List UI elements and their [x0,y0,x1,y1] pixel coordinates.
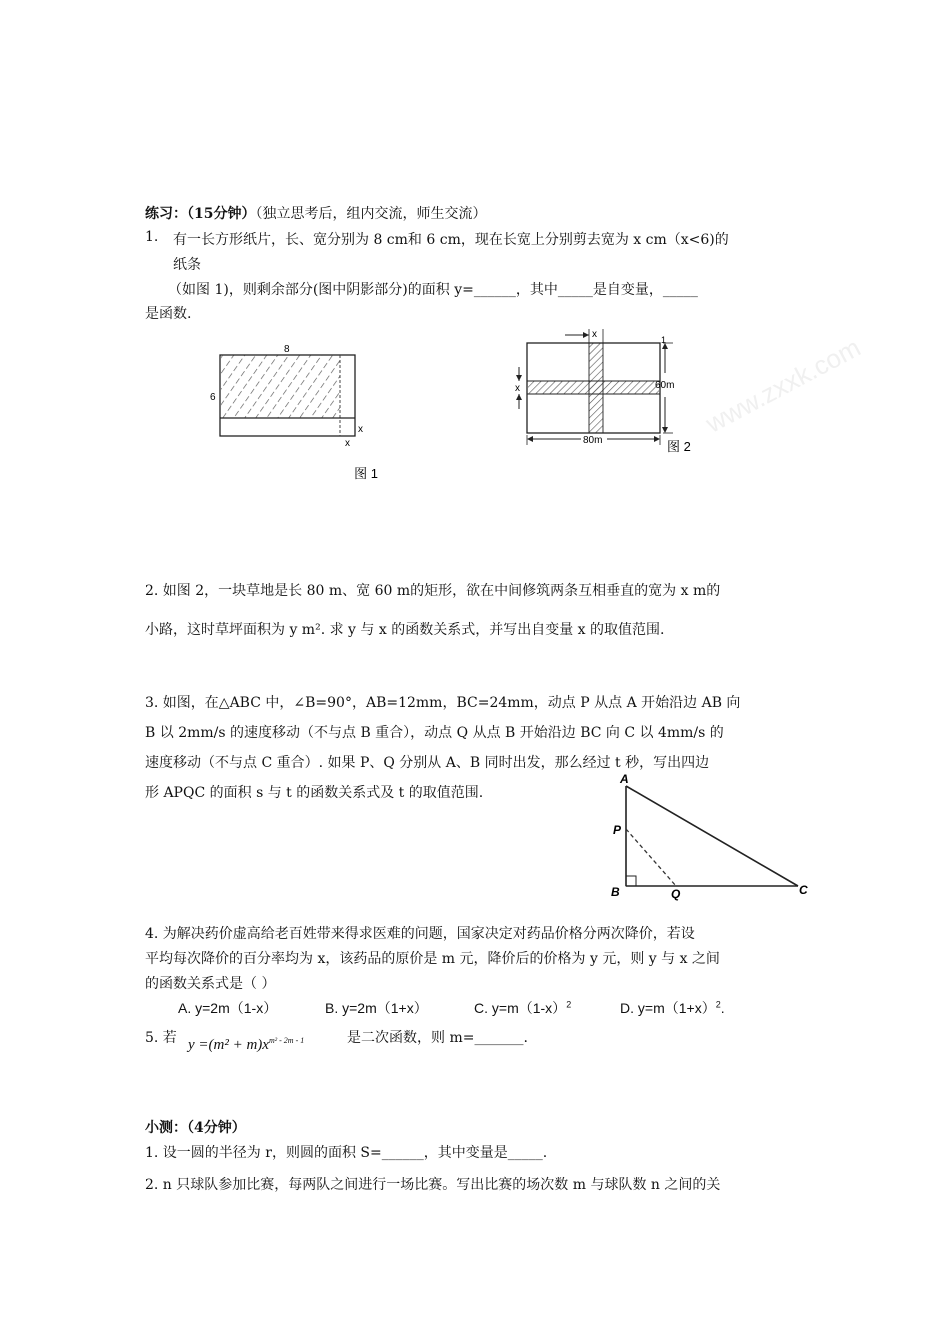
vertex-b-label: B [611,885,620,899]
practice-heading: 练习：（15分钟） [145,206,256,222]
q1-number: 1. [145,229,159,245]
q3-line1: 3. 如图，在△ABC 中，∠B=90°，AB=12mm，BC=24mm，动点 P 从点 A 开始沿边 AB 向 [145,695,741,711]
fig2-mark: 1 [661,335,667,345]
q1-line2: 纸条 [173,257,201,273]
fig1-caption: 图 1 [354,466,378,481]
fig1-side-label: 6 [210,392,216,403]
horizontal-path [528,381,659,394]
quiz-q2: 2. n 只球队参加比赛，每两队之间进行一场比赛。写出比赛的场次数 m 与球队数 n 之间的关 [145,1177,721,1193]
fig1-top-label: 8 [284,344,290,355]
q3-line3: 速度移动（不与点 C 重合）. 如果 P、Q 分别从 A、B 同时出发，那么经过 t 秒，写出四边 [145,755,710,771]
fig1-strip-label: x [358,424,363,435]
figure-2 [505,325,866,500]
q5-exponent: m² - 2m - 1 [268,1036,305,1045]
shaded-area [221,355,340,418]
fig2-width-label: 60m [655,380,675,391]
vertex-c-label: C [799,883,808,897]
q5-prefix: 5. 若 [145,1030,177,1046]
fig2-x-left: x [515,383,520,394]
fig2-x-top: x [592,329,597,340]
q1-line1: 有一长方形纸片，长、宽分别为 8 cm和 6 cm，现在长宽上分别剪去宽为 x cm（x<6)的 [173,232,729,248]
q4-option-d-exponent: 2 [715,999,721,1010]
q5-formula: $y =(m^2 + m)x^{m^2 - 2m - 1}$ [188,1036,305,1053]
q4-line3: 的函数关系式是（ ） [145,976,276,992]
point-p-label: P [613,823,622,837]
practice-header [145,203,486,223]
q2-line1: 2. 如图 2，一块草地是长 80 m、宽 60 m的矩形，欲在中间修筑两条互相垂直的宽为 x m的 [145,583,721,599]
q4-option-c: C. $y=m(1-x)^2$ [474,999,572,1016]
q4-line2: 平均每次降价的百分率均为 x，该药品的原价是 m 元，降价后的价格为 y 元，则 y 与 x 之间 [145,951,720,967]
q3-line2: B 以 2mm/s 的速度移动（不与点 B 重合），动点 Q 从点 B 开始沿边 BC 向 C 以 4mm/s 的 [145,725,724,741]
q4-option-a: A. y=2m（1-x） [178,1000,278,1016]
q4-option-c-exponent: 2 [566,999,572,1010]
q4-line1: 4. 为解决药价虚高给老百姓带来得求医难的问题，国家决定对药品价格分两次降价，若设 [145,926,695,942]
right-angle-mark [626,876,636,886]
q4-option-b: B. y=2m（1+x） [325,1000,428,1016]
segment-pq [626,829,676,886]
figure-1 [200,340,380,485]
fig2-caption: 图 2 [667,439,691,454]
q2-line2: 小路，这时草坪面积为 y m². 求 y 与 x 的函数关系式，并写出自变量 x 的取值范围. [145,622,665,638]
q4-option-d: D. $y=m(1+x)^2$. [620,999,725,1016]
fig2-length-label: 80m [583,435,603,446]
vertex-a-label: A [620,772,629,786]
practice-note: （独立思考后，组内交流，师生交流） [255,206,487,222]
q1-line3: （如图 1)，则剩余部分(图中阴影部分)的面积 y=______，其中_____是自变量，_____ [168,282,698,298]
fig1-bottom-label: x [345,438,350,449]
q3-line4: 形 APQC 的面积 s 与 t 的函数关系式及 t 的取值范围. [145,785,484,801]
quiz-heading: 小测：（4分钟） [145,1120,246,1136]
q1-line4: 是函数. [145,306,192,322]
quiz-q1: 1. 设一圆的半径为 r，则圆的面积 S=______，其中变量是_____. [145,1145,548,1161]
point-q-label: Q [671,887,681,901]
side-ac [626,786,798,886]
q5-suffix: 是二次函数，则 m=_______. [347,1030,528,1046]
watermark: www.zxxk.com [700,332,866,439]
triangle-figure [605,772,820,902]
